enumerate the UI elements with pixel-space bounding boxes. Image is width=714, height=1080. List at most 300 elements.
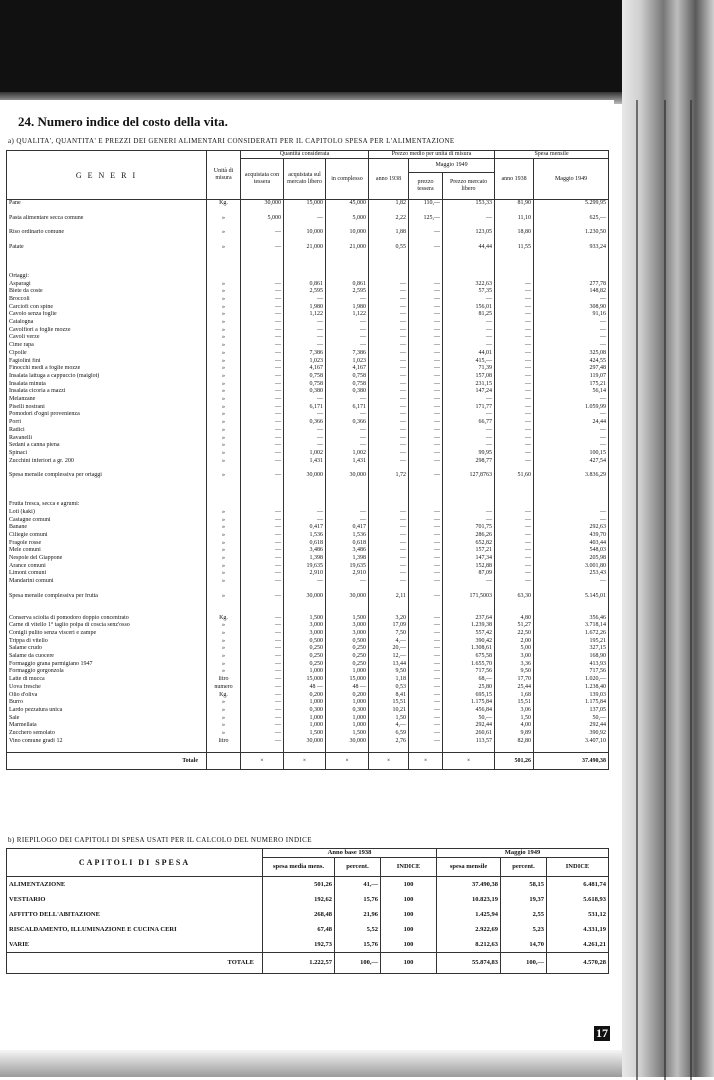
cell-p3: — xyxy=(443,342,495,350)
spacer-cell xyxy=(241,252,284,259)
summary-cell-e: 19,37 xyxy=(501,892,547,907)
cell-u: » xyxy=(207,288,241,296)
summary-row xyxy=(7,922,609,937)
spacer-cell xyxy=(7,237,207,244)
spacer-cell xyxy=(326,222,369,229)
cell-s1: 63,30 xyxy=(495,593,534,601)
cell-q1: — xyxy=(241,381,284,389)
cell-q2: 3,000 xyxy=(284,622,326,630)
spacer-cell xyxy=(284,237,326,244)
item-name: Formaggio gorgonzola xyxy=(7,668,207,676)
spacer-cell xyxy=(7,480,207,487)
cell-q2: — xyxy=(284,435,326,443)
cell-p1: 12,— xyxy=(369,653,409,661)
cell-u: » xyxy=(207,229,241,237)
cell-p1: 15,51 xyxy=(369,699,409,707)
cell-p3 xyxy=(443,501,495,509)
cell-q2: — xyxy=(284,396,326,404)
spacer-cell xyxy=(443,222,495,229)
cell-s2: 439,70 xyxy=(534,532,609,540)
cell-p2: — xyxy=(409,435,443,443)
cell-s2: 91,16 xyxy=(534,311,609,319)
cell-p3 xyxy=(443,273,495,281)
item-name: Mandarini comuni xyxy=(7,578,207,586)
table-row xyxy=(7,692,609,700)
item-name: Catalogna xyxy=(7,319,207,327)
spacer-cell xyxy=(409,208,443,215)
cell-q1: — xyxy=(241,342,284,350)
cell-q3 xyxy=(326,273,369,281)
spacer-cell xyxy=(495,208,534,215)
spacer-cell xyxy=(443,252,495,259)
spacer-cell xyxy=(495,266,534,273)
cell-p3: 171,5003 xyxy=(443,593,495,601)
item-name: Insalata cicoria a mazzi xyxy=(7,388,207,396)
cell-q2: 1,002 xyxy=(284,450,326,458)
cell-q2: 15,000 xyxy=(284,676,326,684)
cell-u: » xyxy=(207,472,241,480)
cell-q3: 1,000 xyxy=(326,722,369,730)
cell-q2: 10,000 xyxy=(284,229,326,237)
item-name: Piselli nostrani xyxy=(7,404,207,412)
cell-q1: — xyxy=(241,288,284,296)
cell-q1: 5,000 xyxy=(241,215,284,223)
cell-p3: 153,33 xyxy=(443,200,495,208)
total-s2: 37.490,38 xyxy=(534,753,609,770)
summary-total-row xyxy=(7,953,609,974)
cell-p2: — xyxy=(409,311,443,319)
item-name: Salame da cuocere xyxy=(7,653,207,661)
spacer-cell xyxy=(7,252,207,259)
cell-s2: — xyxy=(534,319,609,327)
cell-p2: — xyxy=(409,404,443,412)
cell-q3: 5,000 xyxy=(326,215,369,223)
cell-q2: — xyxy=(284,296,326,304)
cell-u: » xyxy=(207,334,241,342)
cell-s2: — xyxy=(534,327,609,335)
spacer-cell xyxy=(207,494,241,501)
cell-q3: 0,758 xyxy=(326,373,369,381)
item-name: Insalata minuta xyxy=(7,381,207,389)
table-row xyxy=(7,540,609,548)
spacer-cell xyxy=(534,237,609,244)
item-name: Carne di vitello 1° taglio polpa di coscia senz'osso xyxy=(7,622,207,630)
spacer-cell xyxy=(495,259,534,266)
spacer-cell xyxy=(326,586,369,593)
cell-p3: 1.655,70 xyxy=(443,661,495,669)
cell-p2: — xyxy=(409,419,443,427)
spacer-cell xyxy=(7,745,207,753)
spacer-cell xyxy=(443,487,495,494)
cell-s2: 1.230,50 xyxy=(534,229,609,237)
spacer-row xyxy=(7,487,609,494)
cell-s1: — xyxy=(495,296,534,304)
cell-p2 xyxy=(409,273,443,281)
table-row xyxy=(7,472,609,480)
cell-q2: — xyxy=(284,517,326,525)
cell-p3: — xyxy=(443,435,495,443)
table-row xyxy=(7,327,609,335)
cell-q1: — xyxy=(241,630,284,638)
cell-q3: 0,758 xyxy=(326,381,369,389)
cell-q2 xyxy=(284,501,326,509)
cell-p3: 695,15 xyxy=(443,692,495,700)
cell-p3: 87,09 xyxy=(443,570,495,578)
spacer-cell xyxy=(495,480,534,487)
cell-p1: 1,88 xyxy=(369,229,409,237)
cell-u xyxy=(207,273,241,281)
cell-q3: — xyxy=(326,319,369,327)
cell-s1: 11,55 xyxy=(495,244,534,252)
cell-p1: 1,50 xyxy=(369,715,409,723)
cell-q3 xyxy=(326,501,369,509)
cell-q1: — xyxy=(241,388,284,396)
item-name: Spesa mensile complessiva per ortaggi xyxy=(7,472,207,480)
cell-q1: — xyxy=(241,311,284,319)
cell-q2: — xyxy=(284,215,326,223)
cell-u: » xyxy=(207,388,241,396)
cell-q1: — xyxy=(241,540,284,548)
cell-p1: 1,82 xyxy=(369,200,409,208)
cell-u: » xyxy=(207,281,241,289)
header-maggio-1949: Maggio 1949 xyxy=(437,849,609,858)
cell-s1: 9,89 xyxy=(495,730,534,738)
cell-q1: — xyxy=(241,707,284,715)
cell-s2: 3.718,14 xyxy=(534,622,609,630)
cell-q1: 30,000 xyxy=(241,200,284,208)
cell-q1: — xyxy=(241,715,284,723)
cell-q3: 30,000 xyxy=(326,593,369,601)
item-name: Trippa di vitello xyxy=(7,638,207,646)
cell-q3: 1,536 xyxy=(326,532,369,540)
cell-p1: — xyxy=(369,563,409,571)
cell-p1: — xyxy=(369,570,409,578)
cell-p1: — xyxy=(369,381,409,389)
spacer-cell xyxy=(443,745,495,753)
cell-q3: 1,431 xyxy=(326,458,369,466)
cell-p2: — xyxy=(409,365,443,373)
cell-p2: — xyxy=(409,638,443,646)
cell-u xyxy=(207,753,241,770)
spacer-row xyxy=(7,259,609,266)
cell-q3: 30,000 xyxy=(326,738,369,746)
summary-row xyxy=(7,892,609,907)
cell-q1: — xyxy=(241,692,284,700)
total-p1: × xyxy=(369,753,409,770)
cell-q2 xyxy=(284,273,326,281)
cell-p1: — xyxy=(369,342,409,350)
table-row xyxy=(7,563,609,571)
cell-s1: — xyxy=(495,311,534,319)
cell-u: » xyxy=(207,730,241,738)
spacer-cell xyxy=(241,208,284,215)
spacer-cell xyxy=(409,745,443,753)
chapter-name: AFFITTO DELL'ABITAZIONE xyxy=(7,907,263,922)
cell-q2: 3,000 xyxy=(284,630,326,638)
cell-q3: 0,250 xyxy=(326,645,369,653)
item-name: Conigli pulito senza visceri e zampe xyxy=(7,630,207,638)
cell-q1: — xyxy=(241,244,284,252)
cell-q3: — xyxy=(326,327,369,335)
cell-u: » xyxy=(207,645,241,653)
cell-q1: — xyxy=(241,653,284,661)
total-row xyxy=(7,753,609,770)
table-row xyxy=(7,532,609,540)
cell-p1: — xyxy=(369,450,409,458)
spacer-cell xyxy=(326,237,369,244)
cell-s1: 3,36 xyxy=(495,661,534,669)
cell-q3: — xyxy=(326,517,369,525)
cell-q1: — xyxy=(241,730,284,738)
cell-p2: — xyxy=(409,319,443,327)
header-p-libero: Prezzo mercato libero xyxy=(443,173,495,200)
cell-q3: 19,635 xyxy=(326,563,369,571)
cell-p2: 125,— xyxy=(409,215,443,223)
scan-stripe xyxy=(636,100,638,1080)
table-row xyxy=(7,547,609,555)
item-name: Nespole del Giappone xyxy=(7,555,207,563)
cell-q2: 0,758 xyxy=(284,381,326,389)
cell-q3: 0,300 xyxy=(326,707,369,715)
cell-p2: — xyxy=(409,645,443,653)
spacer-cell xyxy=(241,259,284,266)
cell-u: » xyxy=(207,622,241,630)
table-row xyxy=(7,435,609,443)
item-name: Conserva sciolta di pomodoro doppio concentrato xyxy=(7,615,207,623)
cell-q1: — xyxy=(241,427,284,435)
cell-p1: 10,21 xyxy=(369,707,409,715)
cell-p2: — xyxy=(409,653,443,661)
cell-p2: — xyxy=(409,730,443,738)
item-name: Cavolo senza foglie xyxy=(7,311,207,319)
header-percent-2: percent. xyxy=(501,858,547,877)
table-row xyxy=(7,411,609,419)
cell-q2: 1,431 xyxy=(284,458,326,466)
cell-p3: 57,35 xyxy=(443,288,495,296)
cell-p1: 0,53 xyxy=(369,684,409,692)
spacer-row xyxy=(7,586,609,593)
item-name: Arance comuni xyxy=(7,563,207,571)
cell-q3: 1,980 xyxy=(326,304,369,312)
spacer-cell xyxy=(326,465,369,472)
cell-u: » xyxy=(207,396,241,404)
cell-q1: — xyxy=(241,532,284,540)
header-prezzo: Prezzo medio per unità di misura xyxy=(369,151,495,159)
cell-p1: — xyxy=(369,419,409,427)
cell-q3: 1,500 xyxy=(326,615,369,623)
cell-p2: — xyxy=(409,615,443,623)
cell-q1: — xyxy=(241,555,284,563)
cell-s1: 1,50 xyxy=(495,715,534,723)
cell-q2: 0,250 xyxy=(284,661,326,669)
spacer-cell xyxy=(443,601,495,608)
cell-p2: — xyxy=(409,381,443,389)
spacer-cell xyxy=(284,487,326,494)
total-p3: × xyxy=(443,753,495,770)
cell-q2: — xyxy=(284,442,326,450)
cell-p2: — xyxy=(409,281,443,289)
item-name: Porri xyxy=(7,419,207,427)
cell-s1: 81,90 xyxy=(495,200,534,208)
spacer-cell xyxy=(369,252,409,259)
cell-s1: — xyxy=(495,350,534,358)
cell-p1: — xyxy=(369,296,409,304)
table-row xyxy=(7,645,609,653)
spacer-cell xyxy=(241,586,284,593)
item-name: Radici xyxy=(7,427,207,435)
cell-u: » xyxy=(207,215,241,223)
summary-total-c: 100 xyxy=(381,953,437,974)
spacer-cell xyxy=(326,487,369,494)
cell-u: » xyxy=(207,578,241,586)
cell-q1: — xyxy=(241,319,284,327)
cell-p1: 6,59 xyxy=(369,730,409,738)
cell-s2: 403,44 xyxy=(534,540,609,548)
summary-cell-b: 5,52 xyxy=(335,922,381,937)
cell-q1: — xyxy=(241,722,284,730)
table-row xyxy=(7,707,609,715)
spacer-cell xyxy=(369,487,409,494)
spacer-cell xyxy=(409,259,443,266)
cell-p3: 113,57 xyxy=(443,738,495,746)
cell-p2: — xyxy=(409,532,443,540)
cell-q1: — xyxy=(241,281,284,289)
cell-s1: 3,06 xyxy=(495,707,534,715)
cell-q1: — xyxy=(241,645,284,653)
item-name: Pasta alimentare secca comune xyxy=(7,215,207,223)
cell-u: » xyxy=(207,593,241,601)
cell-q2: 0,300 xyxy=(284,707,326,715)
cell-q3: — xyxy=(326,396,369,404)
cell-p2: — xyxy=(409,350,443,358)
cell-s1: — xyxy=(495,532,534,540)
cell-s2: 148,82 xyxy=(534,288,609,296)
cell-s2: 205,98 xyxy=(534,555,609,563)
cell-s2: 24,44 xyxy=(534,419,609,427)
spacer-cell xyxy=(534,601,609,608)
item-name: Mele comuni xyxy=(7,547,207,555)
table-row xyxy=(7,638,609,646)
spacer-cell xyxy=(443,586,495,593)
cell-s2: 3.836,29 xyxy=(534,472,609,480)
cell-s2: 292,63 xyxy=(534,524,609,532)
cell-q2: — xyxy=(284,319,326,327)
cell-p1: 0,55 xyxy=(369,244,409,252)
cell-p1: — xyxy=(369,304,409,312)
cell-s1: 2,00 xyxy=(495,638,534,646)
cell-q2: 0,366 xyxy=(284,419,326,427)
cell-p1: 17,09 xyxy=(369,622,409,630)
cell-q3: 0,380 xyxy=(326,388,369,396)
cell-p1: 7,50 xyxy=(369,630,409,638)
spacer-cell xyxy=(241,494,284,501)
header-spesa-mensile: spesa mensile xyxy=(437,858,501,877)
cell-q1: — xyxy=(241,622,284,630)
item-name: Lardo pezzatura unica xyxy=(7,707,207,715)
item-name: Limoni comuni xyxy=(7,570,207,578)
cell-u: » xyxy=(207,517,241,525)
cell-s2: — xyxy=(534,427,609,435)
cell-p2: — xyxy=(409,555,443,563)
cell-q1: — xyxy=(241,738,284,746)
cell-p2: — xyxy=(409,334,443,342)
cell-p2: — xyxy=(409,396,443,404)
cell-u: » xyxy=(207,707,241,715)
table-row xyxy=(7,699,609,707)
cell-s1: — xyxy=(495,563,534,571)
cell-p2: — xyxy=(409,296,443,304)
spacer-cell xyxy=(409,266,443,273)
summary-cell-f: 4.331,19 xyxy=(547,922,609,937)
cell-p2: — xyxy=(409,229,443,237)
cell-q3: — xyxy=(326,334,369,342)
cell-q2: 1,000 xyxy=(284,715,326,723)
spacer-cell xyxy=(534,480,609,487)
cell-p3: 390,42 xyxy=(443,638,495,646)
item-name: Biete da coste xyxy=(7,288,207,296)
summary-cell-a: 67,48 xyxy=(263,922,335,937)
spacer-cell xyxy=(495,586,534,593)
cell-p2: — xyxy=(409,707,443,715)
table-row xyxy=(7,427,609,435)
cell-u: » xyxy=(207,381,241,389)
cell-p1: — xyxy=(369,388,409,396)
summary-cell-a: 501,26 xyxy=(263,877,335,893)
table-row xyxy=(7,404,609,412)
item-name: Cavoli verze xyxy=(7,334,207,342)
cell-q1: — xyxy=(241,517,284,525)
spacer-cell xyxy=(241,266,284,273)
cell-q3: — xyxy=(326,296,369,304)
item-name: Marmellata xyxy=(7,722,207,730)
item-name: Zucchini inferiori a gr. 200 xyxy=(7,458,207,466)
spacer-row xyxy=(7,480,609,487)
cell-s1: 15,51 xyxy=(495,699,534,707)
spacer-row xyxy=(7,465,609,472)
cell-p1: 8,41 xyxy=(369,692,409,700)
cell-q2: 1,500 xyxy=(284,615,326,623)
cell-s1: 17,70 xyxy=(495,676,534,684)
cell-q1: — xyxy=(241,435,284,443)
cell-s2: 717,56 xyxy=(534,668,609,676)
cell-p3: 147,34 xyxy=(443,555,495,563)
header-spesa-media: spesa media mens. xyxy=(263,858,335,877)
cell-p2: — xyxy=(409,622,443,630)
cell-s2: — xyxy=(534,442,609,450)
spacer-cell xyxy=(534,586,609,593)
table-row xyxy=(7,358,609,366)
header-s-anno: anno 1938 xyxy=(495,159,534,200)
cell-s1 xyxy=(495,273,534,281)
spacer-cell xyxy=(7,266,207,273)
table-row xyxy=(7,517,609,525)
cell-s2: — xyxy=(534,396,609,404)
cell-q3: 3,000 xyxy=(326,622,369,630)
cell-s1: — xyxy=(495,555,534,563)
cell-p2: — xyxy=(409,661,443,669)
cell-q1: — xyxy=(241,509,284,517)
spacer-cell xyxy=(284,252,326,259)
cell-s1 xyxy=(495,501,534,509)
cell-p1: — xyxy=(369,334,409,342)
cell-p2: — xyxy=(409,244,443,252)
cell-q2: 2,910 xyxy=(284,570,326,578)
cell-p1: 13,44 xyxy=(369,661,409,669)
spacer-cell xyxy=(284,494,326,501)
summary-table xyxy=(6,848,609,974)
item-name: Sale xyxy=(7,715,207,723)
cell-q1: — xyxy=(241,411,284,419)
